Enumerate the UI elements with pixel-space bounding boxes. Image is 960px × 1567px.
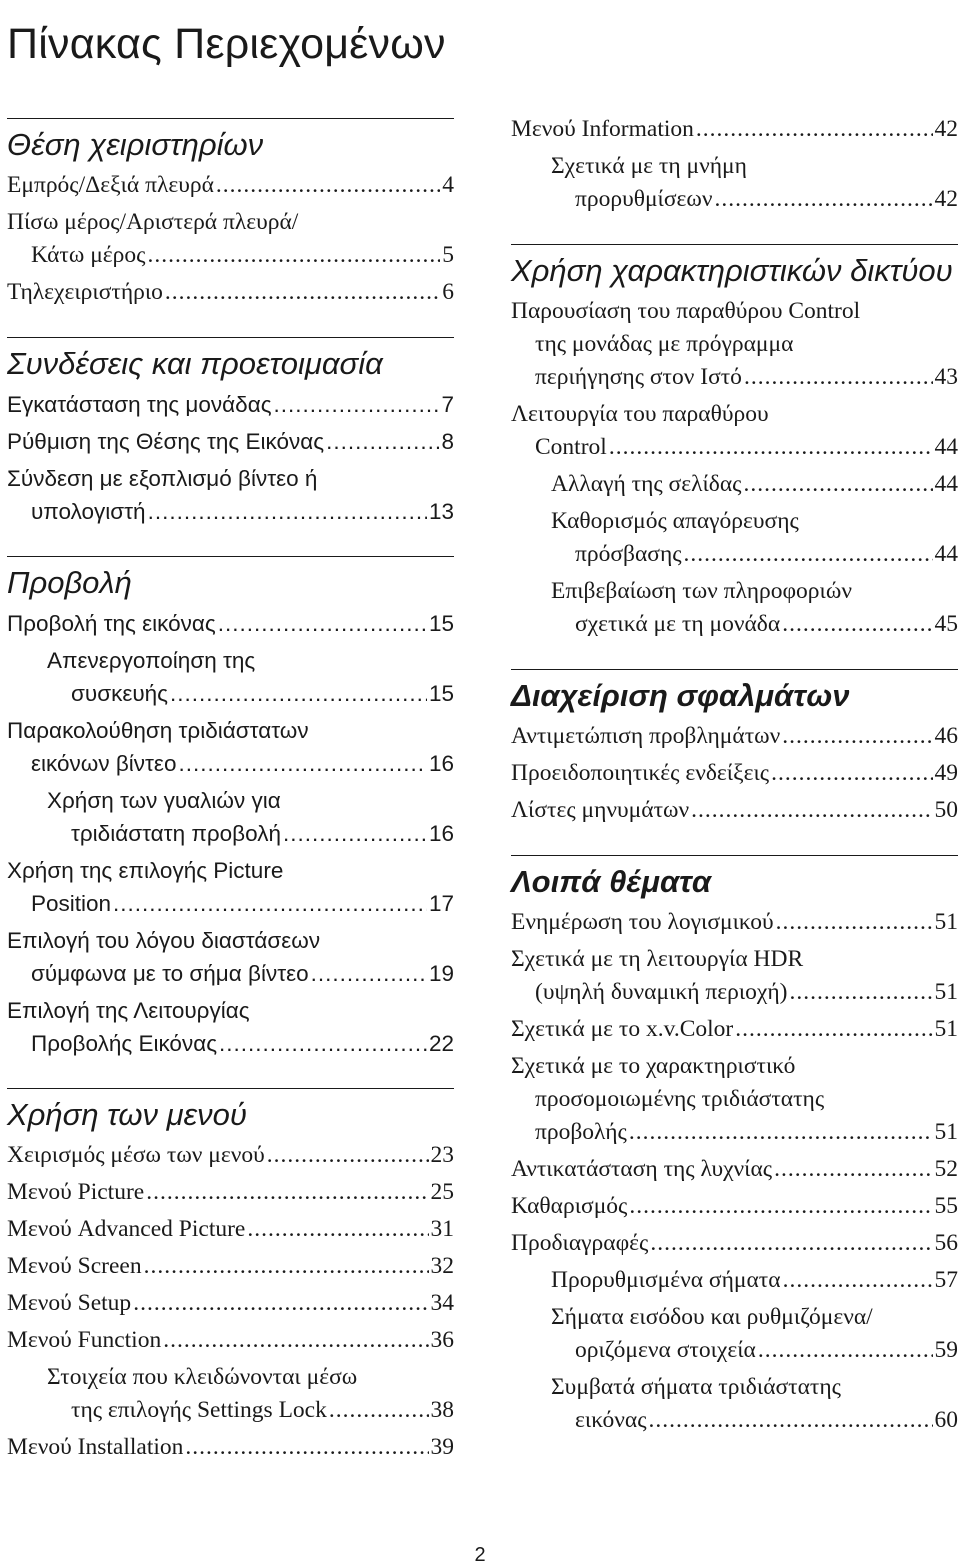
section-heading-rule xyxy=(7,1088,454,1139)
toc-page-number: 51 xyxy=(934,909,958,935)
dot-leader xyxy=(744,361,933,394)
toc-entry-text: Μενού Advanced Picture xyxy=(7,1216,246,1242)
toc-entry-line xyxy=(511,1190,958,1223)
toc-entry[interactable] xyxy=(7,462,454,528)
toc-entry-text: Control xyxy=(535,434,607,460)
toc-left-column xyxy=(7,118,454,1468)
toc-entry-line xyxy=(7,994,454,1027)
toc-entry-text: Λίστες μηνυμάτων xyxy=(511,797,690,823)
toc-entry-line xyxy=(7,1431,454,1464)
toc-page-number: 44 xyxy=(934,471,958,497)
toc-page-number: 46 xyxy=(934,723,958,749)
toc-entry-text: Επιλογή του λόγου διαστάσεων xyxy=(7,928,321,953)
section-gap xyxy=(7,1064,454,1088)
toc-entry[interactable] xyxy=(7,644,454,710)
toc-entry[interactable] xyxy=(7,1431,454,1464)
dot-leader xyxy=(283,817,427,850)
toc-entry[interactable] xyxy=(7,784,454,850)
toc-entry-line xyxy=(551,505,958,538)
dot-leader xyxy=(219,1027,427,1060)
toc-entry-text: Προβολής Εικόνας xyxy=(31,1031,218,1056)
toc-entry-text: Ενημέρωση του λογισμικού xyxy=(511,909,774,935)
toc-entry-line xyxy=(7,957,454,990)
dot-leader xyxy=(609,431,933,464)
toc-entry-line xyxy=(511,431,958,464)
dot-leader xyxy=(782,720,932,753)
toc-entry-text: Εμπρός/Δεξιά πλευρά xyxy=(7,172,214,198)
toc-entry[interactable] xyxy=(7,1213,454,1246)
dot-leader xyxy=(247,1213,428,1246)
toc-right-column xyxy=(511,113,958,1441)
toc-entry[interactable] xyxy=(511,1050,958,1149)
toc-entry[interactable] xyxy=(7,206,454,272)
section-title: Διαχείριση σφαλμάτων xyxy=(511,678,850,713)
toc-entry-text: εικόνας xyxy=(575,1407,647,1433)
toc-entry-text: Παρουσίαση του παραθύρου Control xyxy=(511,298,861,324)
toc-entry-line xyxy=(7,1176,454,1209)
section-heading-rule xyxy=(7,556,454,607)
toc-entry-line xyxy=(551,1371,958,1404)
toc-entry-text: Χειρισμός μέσω των μενού xyxy=(7,1142,265,1168)
dot-leader xyxy=(133,1287,428,1320)
toc-entry-line xyxy=(511,1013,958,1046)
toc-entry-text: σχετικά με τη μονάδα xyxy=(575,611,781,637)
section-heading-rule xyxy=(511,244,958,295)
toc-entry-line xyxy=(511,1083,958,1116)
toc-page-number: 17 xyxy=(428,891,454,916)
toc-page-number: 15 xyxy=(428,681,454,706)
toc-entry-line xyxy=(47,644,454,677)
section-gap xyxy=(7,532,454,556)
toc-entry-text: Μενού Setup xyxy=(7,1290,132,1316)
toc-entry-text: Αντιμετώπιση προβλημάτων xyxy=(511,723,781,749)
toc-entry-line xyxy=(7,1324,454,1357)
dot-leader xyxy=(218,607,427,640)
toc-entry-line xyxy=(47,677,454,710)
toc-entry-line xyxy=(551,575,958,608)
toc-entry-text: Μενού Picture xyxy=(7,1179,145,1205)
toc-entry-line xyxy=(511,757,958,790)
toc-entry-text: Μενού Screen xyxy=(7,1253,142,1279)
dot-leader xyxy=(782,608,932,641)
toc-section xyxy=(7,1088,454,1464)
toc-entry-line xyxy=(551,1404,958,1437)
section-title: Λοιπά θέματα xyxy=(511,864,712,899)
dot-leader xyxy=(789,976,932,1009)
toc-page-number: 51 xyxy=(934,1016,958,1042)
toc-entry[interactable] xyxy=(7,1324,454,1357)
toc-entry-line xyxy=(7,425,454,458)
section-gap xyxy=(511,220,958,244)
toc-entry-line xyxy=(7,169,454,202)
toc-entry-text: Συμβατά σήματα τριδιάστατης xyxy=(551,1374,841,1400)
toc-entry[interactable] xyxy=(511,1013,958,1046)
toc-entry[interactable] xyxy=(7,276,454,309)
dot-leader xyxy=(146,1176,428,1209)
toc-entry-line xyxy=(511,328,958,361)
toc-page-number: 22 xyxy=(428,1031,454,1056)
dot-leader xyxy=(774,1153,932,1186)
dot-leader xyxy=(274,388,440,421)
toc-entry-line xyxy=(511,398,958,431)
toc-entry[interactable] xyxy=(511,468,958,501)
toc-entry-line xyxy=(511,976,958,1009)
section-title: Προβολή xyxy=(7,565,132,600)
toc-page-number: 42 xyxy=(934,186,958,212)
toc-entry-text: Επιλογή της Λειτουργίας xyxy=(7,998,250,1023)
section-heading-rule xyxy=(511,669,958,720)
toc-entry-line xyxy=(7,854,454,887)
section-title: Χρήση των μενού xyxy=(7,1097,247,1132)
toc-section xyxy=(511,244,958,641)
dot-leader xyxy=(758,1334,933,1367)
toc-page-number: 34 xyxy=(430,1290,454,1316)
toc-page-number: 31 xyxy=(430,1216,454,1242)
toc-entry[interactable] xyxy=(7,1250,454,1283)
section-heading-rule xyxy=(511,855,958,906)
toc-entry[interactable] xyxy=(511,906,958,939)
toc-page-number: 60 xyxy=(934,1407,958,1433)
toc-page-number: 42 xyxy=(934,116,958,142)
toc-page-number: 8 xyxy=(441,429,454,454)
toc-entry-line xyxy=(551,1334,958,1367)
toc-entry-line xyxy=(511,1227,958,1260)
toc-entry-text: Λειτουργία του παραθύρου xyxy=(511,401,769,427)
toc-entry-line xyxy=(7,388,454,421)
dot-leader xyxy=(113,887,427,920)
toc-entry-line xyxy=(551,1301,958,1334)
dot-leader xyxy=(691,794,932,827)
toc-page-number: 57 xyxy=(934,1267,958,1293)
toc-entry[interactable] xyxy=(511,1227,958,1260)
toc-page-number: 55 xyxy=(934,1193,958,1219)
toc-entry-text: Καθαρισμός xyxy=(511,1193,628,1219)
dot-leader xyxy=(735,1013,932,1046)
toc-entry-text: Αλλαγή της σελίδας xyxy=(551,471,742,497)
dot-leader xyxy=(326,425,439,458)
toc-entry-line xyxy=(551,538,958,571)
toc-entry-text: προβολής xyxy=(535,1119,627,1145)
toc-entry-line xyxy=(551,150,958,183)
toc-page-number: 4 xyxy=(442,172,454,198)
toc-entry[interactable] xyxy=(7,1361,454,1427)
toc-entry[interactable] xyxy=(511,1371,958,1437)
toc-entry-text: Καθορισμός απαγόρευσης xyxy=(551,508,799,534)
page-title: Πίνακας Περιεχομένων xyxy=(7,20,446,68)
toc-entry-line xyxy=(7,887,454,920)
toc-section xyxy=(511,113,958,216)
toc-entry-line xyxy=(7,1250,454,1283)
dot-leader xyxy=(165,276,440,309)
toc-entry-line xyxy=(511,295,958,328)
toc-entry-text: Εγκατάσταση της μονάδας xyxy=(7,392,272,417)
toc-entry-text: Τηλεχειριστήριο xyxy=(7,279,163,305)
toc-page-number: 50 xyxy=(934,797,958,823)
toc-entry-text: Μενού Function xyxy=(7,1327,162,1353)
toc-entry[interactable] xyxy=(7,994,454,1060)
toc-page-number: 51 xyxy=(934,979,958,1005)
toc-section xyxy=(7,337,454,528)
toc-page-number: 23 xyxy=(430,1142,454,1168)
toc-entry-line xyxy=(47,1394,454,1427)
toc-page-number: 39 xyxy=(430,1434,454,1460)
page-number: 2 xyxy=(474,1544,486,1566)
toc-entry-text: Επιβεβαίωση των πληροφοριών xyxy=(551,578,852,604)
toc-page-number: 52 xyxy=(934,1156,958,1182)
toc-entry[interactable] xyxy=(511,505,958,571)
toc-entry-text: Σχετικά με τη λειτουργία HDR xyxy=(511,946,804,972)
toc-entry-line xyxy=(7,462,454,495)
toc-entry-line xyxy=(551,183,958,216)
toc-entry[interactable] xyxy=(511,1264,958,1297)
toc-entry[interactable] xyxy=(7,924,454,990)
toc-entry[interactable] xyxy=(511,150,958,216)
toc-entry-text: προσομοιωμένης τριδιάστατης xyxy=(535,1086,825,1112)
toc-entry-text: Προδιαγραφές xyxy=(511,1230,649,1256)
toc-entry-line xyxy=(7,276,454,309)
toc-entry[interactable] xyxy=(7,714,454,780)
section-heading-rule xyxy=(7,337,454,388)
toc-page-number: 51 xyxy=(934,1119,958,1145)
toc-page-number: 19 xyxy=(428,961,454,986)
toc-entry-text: Position xyxy=(31,891,112,916)
toc-entry-line xyxy=(47,817,454,850)
toc-entry-line xyxy=(551,608,958,641)
toc-entry-text: Χρήση της επιλογής Picture xyxy=(7,858,284,883)
toc-section xyxy=(7,556,454,1060)
section-title: Θέση χειριστηρίων xyxy=(7,127,264,162)
dot-leader xyxy=(684,538,933,571)
toc-page-number: 45 xyxy=(934,611,958,637)
toc-entry[interactable] xyxy=(511,1301,958,1367)
toc-entry-line xyxy=(511,1050,958,1083)
toc-entry-line xyxy=(511,361,958,394)
toc-page-number: 32 xyxy=(430,1253,454,1279)
toc-entry[interactable] xyxy=(511,113,958,146)
toc-entry[interactable] xyxy=(511,1153,958,1186)
toc-entry-text: Παρακολούθηση τριδιάστατων xyxy=(7,718,309,743)
toc-page-number: 49 xyxy=(934,760,958,786)
toc-entry-line xyxy=(511,113,958,146)
toc-entry-text: Σχετικά με το x.v.Color xyxy=(511,1016,734,1042)
toc-entry-text: συσκευής xyxy=(71,681,169,706)
toc-entry-text: πρόσβασης xyxy=(575,541,682,567)
toc-entry-line xyxy=(7,924,454,957)
toc-entry[interactable] xyxy=(7,1176,454,1209)
toc-entry-text: (υψηλή δυναμική περιοχή) xyxy=(535,979,788,1005)
dot-leader xyxy=(147,239,440,272)
dot-leader xyxy=(629,1116,933,1149)
toc-entry-line xyxy=(7,1213,454,1246)
section-gap xyxy=(511,645,958,669)
toc-page-number: 36 xyxy=(430,1327,454,1353)
toc-entry-line xyxy=(511,1153,958,1186)
toc-page-number: 13 xyxy=(428,499,454,524)
toc-page-number: 59 xyxy=(934,1337,958,1363)
toc-entry-text: περιήγησης στον Ιστό xyxy=(535,364,742,390)
toc-entry-line xyxy=(7,607,454,640)
dot-leader xyxy=(776,906,933,939)
toc-page-number: 38 xyxy=(430,1397,454,1423)
toc-entry-text: Απενεργοποίηση της xyxy=(47,648,256,673)
toc-page-number: 56 xyxy=(934,1230,958,1256)
dot-leader xyxy=(650,1227,932,1260)
toc-entry-text: Προβολή της εικόνας xyxy=(7,611,216,636)
toc-entry-line xyxy=(7,206,454,239)
toc-page-number: 5 xyxy=(442,242,454,268)
dot-leader xyxy=(329,1394,429,1427)
toc-entry-text: Χρήση των γυαλιών για xyxy=(47,788,281,813)
toc-entry-text: προρυθμίσεων xyxy=(575,186,713,212)
toc-entry-text: Πίσω μέρος/Αριστερά πλευρά/ xyxy=(7,209,299,235)
toc-entry-line xyxy=(7,714,454,747)
toc-entry[interactable] xyxy=(7,1287,454,1320)
toc-entry-text: Προρυθμισμένα σήματα xyxy=(551,1267,781,1293)
toc-page-number: 43 xyxy=(934,364,958,390)
toc-entry-line xyxy=(7,1139,454,1172)
section-gap xyxy=(511,831,958,855)
toc-entry-text: οριζόμενα στοιχεία xyxy=(575,1337,756,1363)
dot-leader xyxy=(178,747,427,780)
toc-entry-text: Μενού Information xyxy=(511,116,694,142)
dot-leader xyxy=(170,677,427,710)
toc-entry-line xyxy=(7,239,454,272)
toc-page-number: 7 xyxy=(441,392,454,417)
dot-leader xyxy=(715,183,933,216)
toc-entry-line xyxy=(511,906,958,939)
toc-entry-text: Κάτω μέρος xyxy=(31,242,146,268)
toc-entry-line xyxy=(7,495,454,528)
toc-entry[interactable] xyxy=(7,1139,454,1172)
toc-entry[interactable] xyxy=(7,607,454,640)
dot-leader xyxy=(267,1139,429,1172)
toc-page-number: 16 xyxy=(428,821,454,846)
dot-leader xyxy=(148,495,427,528)
toc-entry-text: Ρύθμιση της Θέσης της Εικόνας xyxy=(7,429,325,454)
section-title: Χρήση χαρακτηριστικών δικτύου xyxy=(511,253,953,288)
toc-entry-line xyxy=(511,720,958,753)
toc-section xyxy=(511,855,958,1437)
dot-leader xyxy=(144,1250,429,1283)
toc-entry[interactable] xyxy=(7,425,454,458)
dot-leader xyxy=(743,468,932,501)
dot-leader xyxy=(216,169,440,202)
dot-leader xyxy=(163,1324,428,1357)
toc-entry-text: της επιλογής Settings Lock xyxy=(71,1397,327,1423)
dot-leader xyxy=(783,1264,933,1297)
toc-entry-text: εικόνων βίντεο xyxy=(31,751,177,776)
toc-section xyxy=(7,118,454,309)
toc-entry[interactable] xyxy=(511,794,958,827)
dot-leader xyxy=(311,957,427,990)
toc-entry-text: Σήματα εισόδου και ρυθμιζόμενα/ xyxy=(551,1304,873,1330)
dot-leader xyxy=(629,1190,932,1223)
toc-entry-text: Μενού Installation xyxy=(7,1434,184,1460)
toc-entry[interactable] xyxy=(511,295,958,394)
toc-entry[interactable] xyxy=(511,720,958,753)
toc-entry-line xyxy=(511,943,958,976)
toc-entry-text: υπολογιστή xyxy=(31,499,146,524)
dot-leader xyxy=(185,1431,428,1464)
toc-entry-text: σύμφωνα με το σήμα βίντεο xyxy=(31,961,309,986)
toc-entry-text: Αντικατάσταση της λυχνίας xyxy=(511,1156,773,1182)
toc-entry-line xyxy=(511,794,958,827)
toc-entry-line xyxy=(7,1287,454,1320)
toc-page-number: 6 xyxy=(442,279,454,305)
toc-page-number: 15 xyxy=(428,611,454,636)
toc-page-number: 44 xyxy=(934,434,958,460)
toc-entry[interactable] xyxy=(511,398,958,464)
dot-leader xyxy=(649,1404,933,1437)
toc-entry-text: της μονάδας με πρόγραμμα xyxy=(535,331,794,357)
toc-entry-text: Σχετικά με το χαρακτηριστικό xyxy=(511,1053,796,1079)
toc-entry-line xyxy=(7,1027,454,1060)
toc-entry-line xyxy=(551,468,958,501)
toc-entry[interactable] xyxy=(511,757,958,790)
toc-entry[interactable] xyxy=(511,943,958,1009)
toc-entry-line xyxy=(511,1116,958,1149)
section-gap xyxy=(7,313,454,337)
section-heading-rule xyxy=(7,118,454,169)
toc-entry-text: Προειδοποιητικές ενδείξεις xyxy=(511,760,770,786)
toc-entry[interactable] xyxy=(7,169,454,202)
toc-entry-line xyxy=(47,1361,454,1394)
toc-entry[interactable] xyxy=(511,1190,958,1223)
toc-entry[interactable] xyxy=(511,575,958,641)
toc-page-number: 16 xyxy=(428,751,454,776)
toc-entry-text: Σχετικά με τη μνήμη xyxy=(551,153,747,179)
toc-page-number: 25 xyxy=(430,1179,454,1205)
toc-entry-text: τριδιάστατη προβολή xyxy=(71,821,281,846)
toc-entry-text: Στοιχεία που κλειδώνονται μέσω xyxy=(47,1364,358,1390)
toc-entry[interactable] xyxy=(7,388,454,421)
toc-entry-line xyxy=(47,784,454,817)
toc-entry[interactable] xyxy=(7,854,454,920)
toc-entry-line xyxy=(551,1264,958,1297)
toc-entry-text: Σύνδεση με εξοπλισμό βίντεο ή xyxy=(7,466,318,491)
dot-leader xyxy=(771,757,932,790)
toc-section xyxy=(511,669,958,827)
section-title: Συνδέσεις και προετοιμασία xyxy=(7,346,383,381)
dot-leader xyxy=(696,113,933,146)
toc-page-number: 44 xyxy=(934,541,958,567)
toc-entry-line xyxy=(7,747,454,780)
